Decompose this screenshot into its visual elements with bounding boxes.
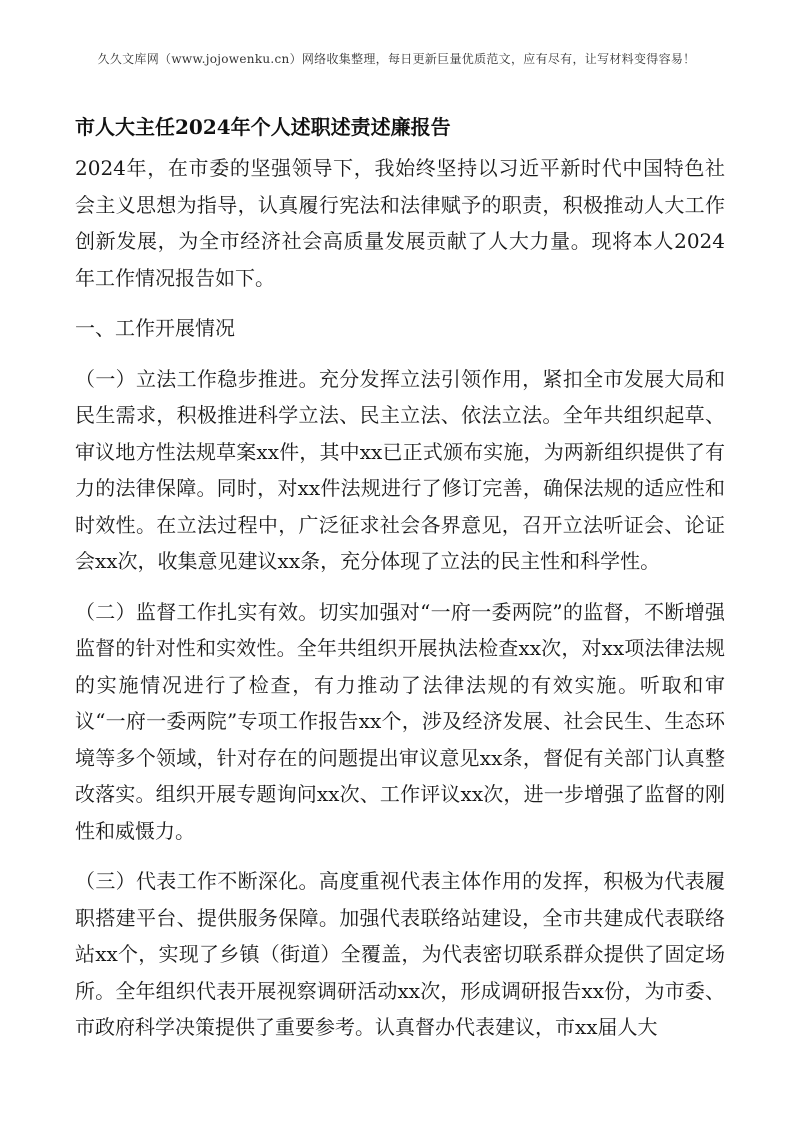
- paragraph-deputies: （三）代表工作不断深化。高度重视代表主体作用的发挥，积极为代表履职搭建平台、提供服务保障。加强代表联络站建设，全市共建成代表联络站xx个，实现了乡镇（街道）全覆盖，为代表密切联系群众提供了固定场所。全年组织代表开展视察调研活动xx次，形成调研报告xx份，为市委、市政府科学决策提供了重要参考。认真督办代表建议，市xx届人大: [75, 869, 725, 1039]
- paragraph-supervision: （二）监督工作扎实有效。切实加强对“一府一委两院”的监督，不断增强监督的针对性和实效性。全年共组织开展执法检查xx次，对xx项法律法规的实施情况进行了检查，有力推动了法律法规的有效实施。听取和审议“一府一委两院”专项工作报告xx个，涉及经济发展、社会民生、生态环境等多个领域，针对存在的问题提出审议意见xx条，督促有关部门认真整改落实。组织开展专题询问xx次、工作评议xx次，进一步增强了监督的刚性和威慑力。: [75, 599, 725, 843]
- paragraph-legislation: （一）立法工作稳步推进。充分发挥立法引领作用，紧扣全市发展大局和民生需求，积极推进科学立法、民主立法、依法立法。全年共组织起草、审议地方性法规草案xx件，其中xx已正式颁布实施，为两新组织提供了有力的法律保障。同时，对xx件法规进行了修订完善，确保法规的适应性和时效性。在立法过程中，广泛征求社会各界意见，召开立法听证会、论证会xx次，收集意见建议xx条，充分体现了立法的民主性和科学性。: [75, 366, 725, 573]
- document-title: 市人大主任2024年个人述职述责述廉报告: [75, 115, 451, 139]
- document-body: [75, 150, 725, 1060]
- section-heading: 一、工作开展情况: [75, 316, 235, 340]
- intro-paragraph: 2024年，在市委的坚强领导下，我始终坚持以习近平新时代中国特色社会主义思想为指导，认真履行宪法和法律赋予的职责，积极推动人大工作创新发展，为全市经济社会高质量发展贡献了人大力量。现将本人2024年工作情况报告如下。: [75, 156, 725, 290]
- header-note: 久久文库网（www.jojowenku.cn）网络收集整理，每日更新巨量优质范文，应有尽有，让写材料变得容易！: [97, 52, 696, 66]
